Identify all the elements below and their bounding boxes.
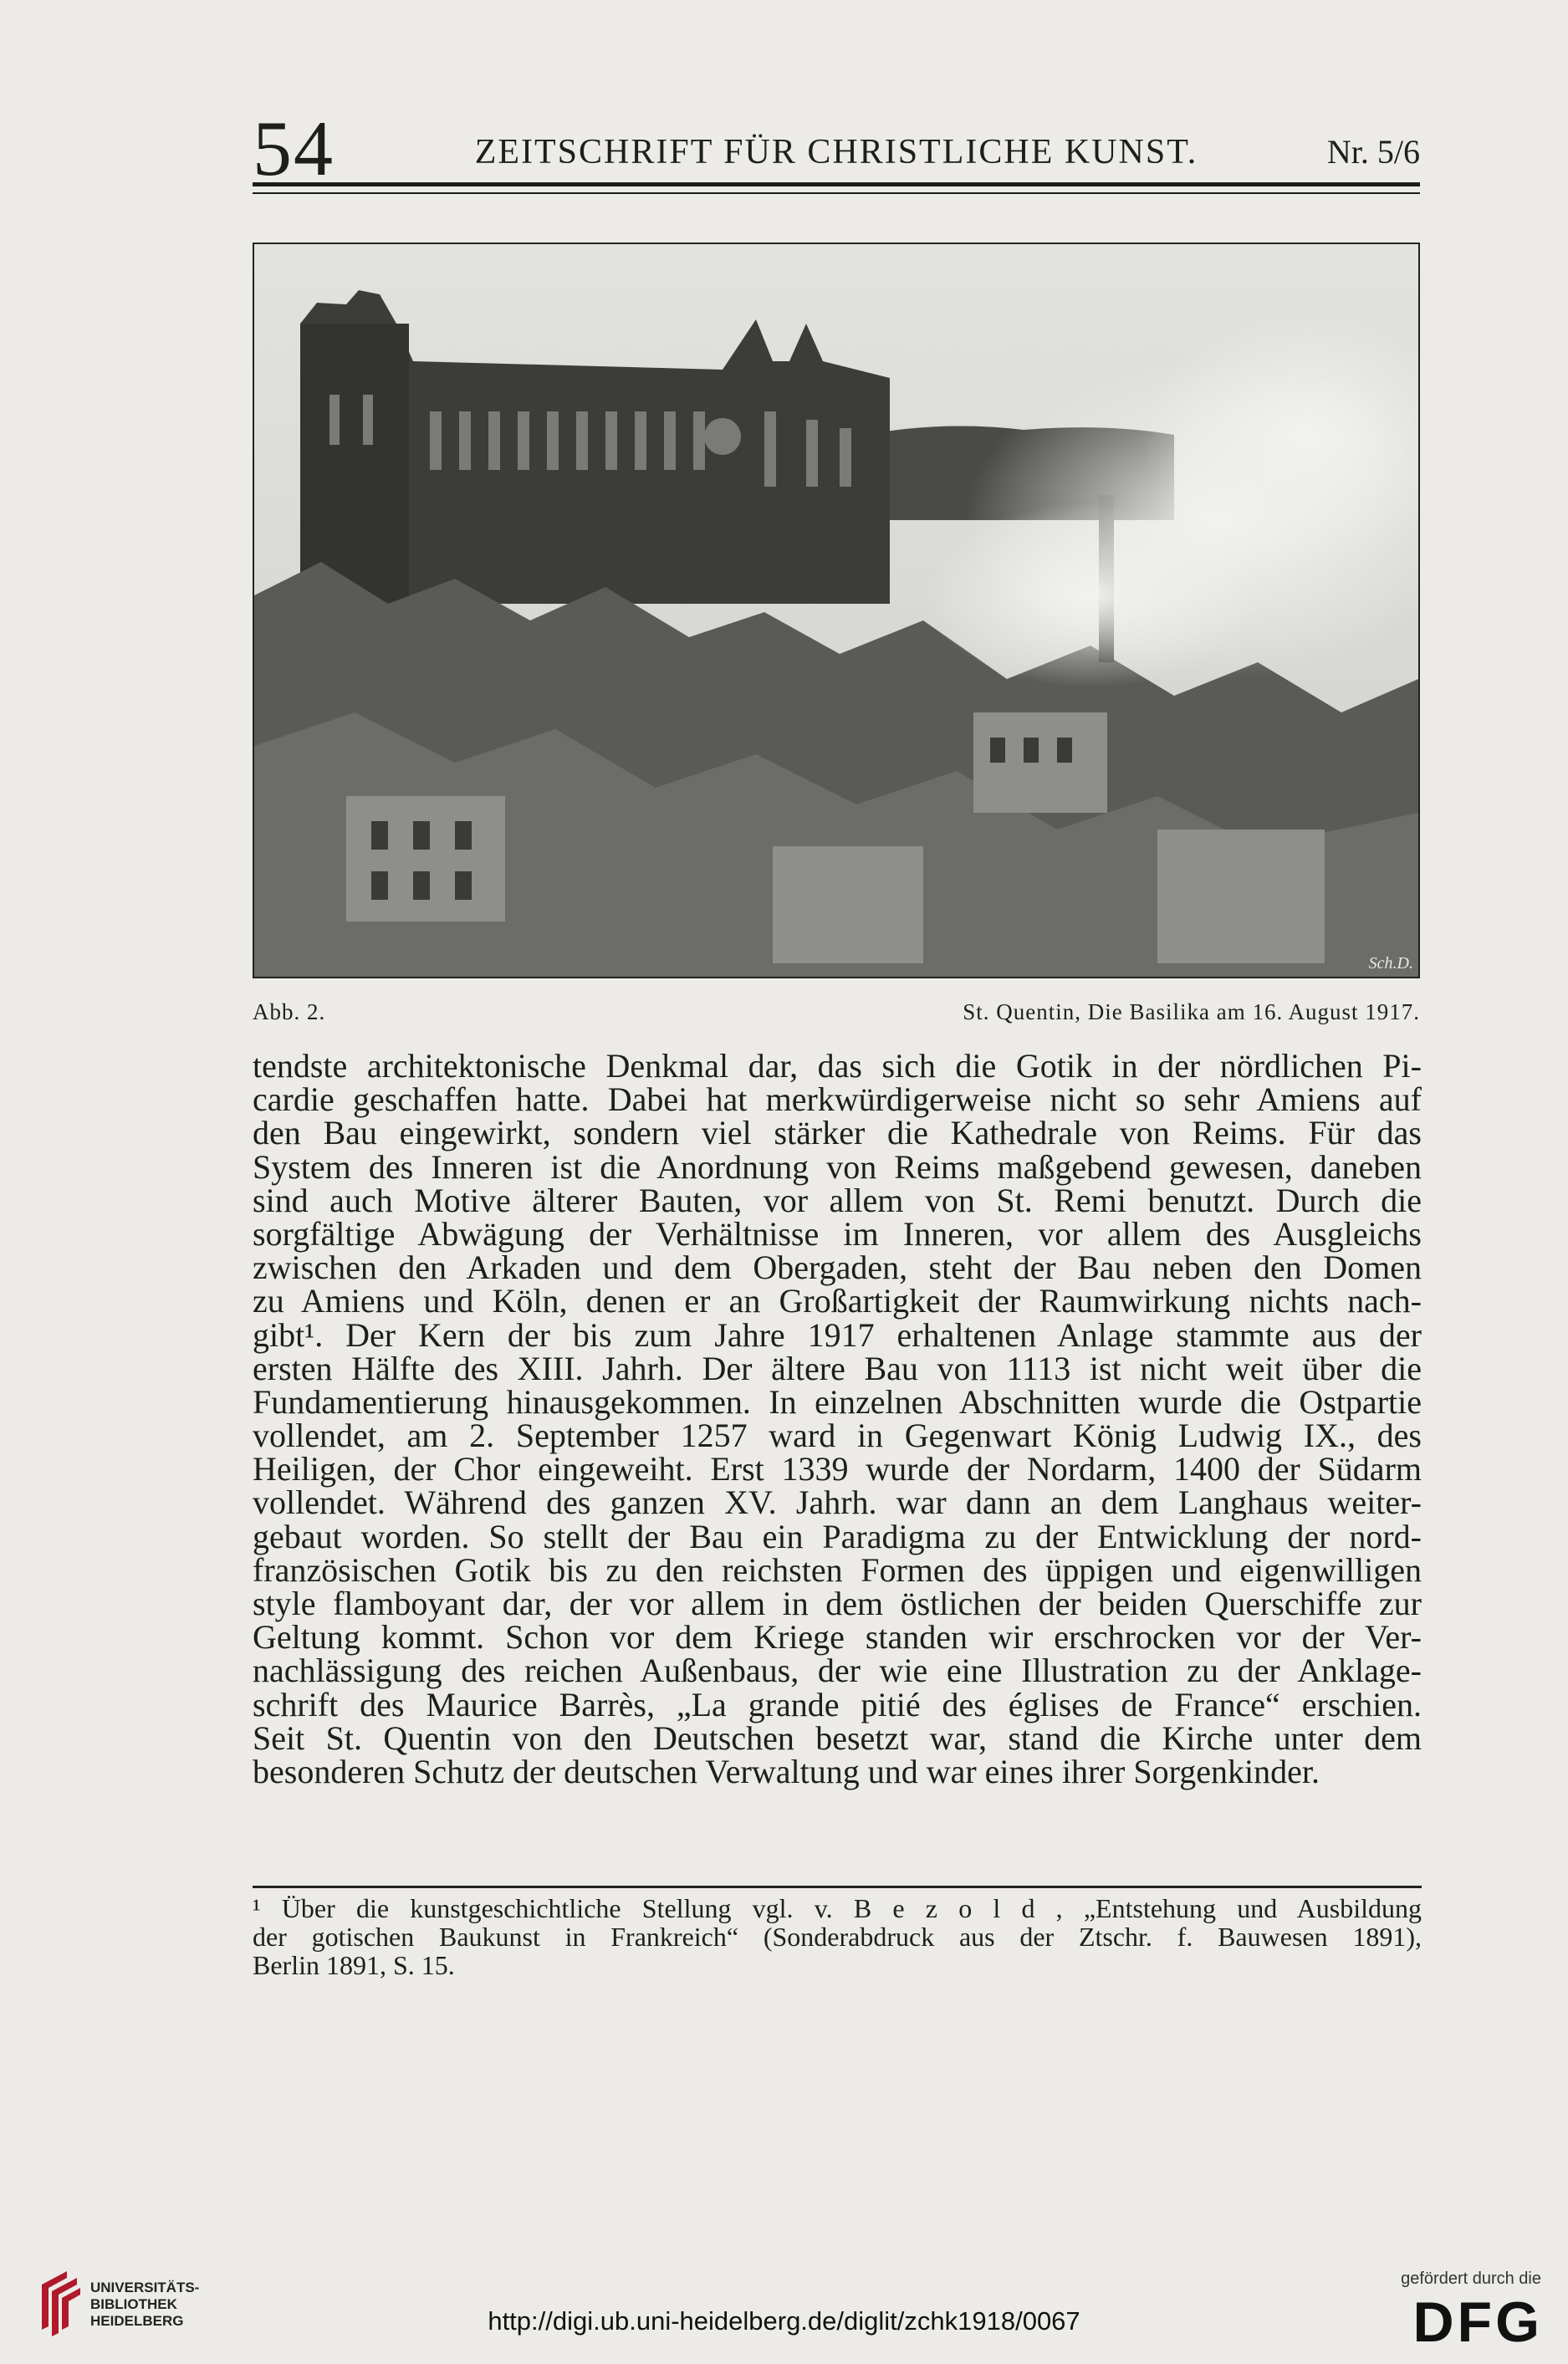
running-header xyxy=(253,107,1420,191)
footnote xyxy=(253,1894,1422,1979)
photo-illustration xyxy=(254,244,1418,977)
journal-title: ZEITSCHRIFT FÜR CHRISTLICHE KUNST. xyxy=(474,133,1198,171)
body-line: ersten Hälfte des XIII. Jahrh. Der ältere Bau von 1113 ist nicht weit über die xyxy=(253,1349,1422,1387)
figure-caption: St. Quentin, Die Basilika am 16. August 1917. xyxy=(963,999,1420,1024)
footnote-line: der gotischen Baukunst in Frankreich“ (Sonderabdruck aus der Ztschr. f. Bauwesen 1891), xyxy=(253,1922,1422,1952)
library-name-line: UNIVERSITÄTS- xyxy=(90,2280,200,2295)
footnote-rule xyxy=(253,1886,1422,1888)
photo-signature: Sch.D. xyxy=(1368,954,1413,973)
body-line: Fundamentierung hinausgekommen. In einzelnen Abschnitten wurde die Ostpartie xyxy=(253,1382,1422,1421)
body-line: gibt¹. Der Kern der bis zum Jahre 1917 erhaltenen Anlage stammte aus der xyxy=(253,1315,1422,1354)
funding-note: gefördert durch die xyxy=(1401,2270,1541,2288)
body-line: Seit St. Quentin von den Deutschen besetzt war, stand die Kirche unter dem xyxy=(253,1718,1422,1757)
body-line: sind auch Motive älterer Bauten, vor allem von St. Remi benutzt. Durch die xyxy=(253,1181,1422,1219)
source-url-link[interactable]: http://digi.ub.uni-heidelberg.de/diglit/zchk1918/0067 xyxy=(488,2306,1080,2336)
body-line: besonderen Schutz der deutschen Verwaltung und war eines ihrer Sorgenkinder. xyxy=(253,1752,1320,1790)
body-line: cardie geschaffen hatte. Dabei hat merkwürdigerweise nicht so sehr Amiens auf xyxy=(253,1080,1422,1119)
body-line: zwischen den Arkaden und dem Obergaden, steht der Bau neben den Domen xyxy=(253,1248,1422,1287)
issue-number: Nr. 5/6 xyxy=(1326,133,1420,171)
body-line: gebaut worden. So stellt der Bau ein Paradigma zu der Entwicklung der nord- xyxy=(253,1517,1422,1555)
body-line: vollendet, am 2. September 1257 ward in Gegenwart König Ludwig IX., des xyxy=(253,1417,1422,1455)
footnote-line: ¹ Über die kunstgeschichtliche Stellung vgl. v. B e z o l d , „Entstehung und Ausbildung xyxy=(253,1893,1422,1923)
body-line: sorgfältige Abwägung der Verhältnisse im Inneren, vor allem des Ausgleichs xyxy=(253,1214,1422,1253)
body-line: zu Amiens und Köln, denen er an Großartigkeit der Raumwirkung nichts nach- xyxy=(253,1282,1422,1320)
body-line: System des Inneren ist die Anordnung von Reims maßgebend gewesen, daneben xyxy=(253,1147,1422,1186)
page-number: 54 xyxy=(253,105,335,192)
body-line: tendste architektonische Denkmal dar, das sich die Gotik in der nördlichen Pi- xyxy=(253,1047,1422,1085)
dfg-logo: DFG xyxy=(1412,2290,1543,2354)
digitization-footer xyxy=(0,2258,1568,2364)
body-line: französischen Gotik bis zu den reichsten Formen des üppigen und eigenwilligen xyxy=(253,1550,1422,1589)
header-rule-thin xyxy=(253,192,1420,194)
footnote-line: Berlin 1891, S. 15. xyxy=(253,1950,455,1980)
figure-label: Abb. 2. xyxy=(253,999,326,1024)
body-line: schrift des Maurice Barrès, „La grande pitié des églises de France“ erschien. xyxy=(253,1685,1422,1723)
body-line: Geltung kommt. Schon vor dem Kriege standen wir erschrocken vor der Ver- xyxy=(253,1618,1422,1657)
cathedral-photograph xyxy=(253,243,1420,978)
body-line: Heiligen, der Chor eingeweiht. Erst 1339 wurde der Nordarm, 1400 der Südarm xyxy=(253,1450,1422,1488)
body-line: style flamboyant dar, der vor allem in dem östlichen der beiden Querschiffe zur xyxy=(253,1585,1422,1622)
library-name-line: HEIDELBERG xyxy=(90,2313,184,2329)
body-line: vollendet. Während des ganzen XV. Jahrh. war dann an dem Langhaus weiter- xyxy=(253,1483,1422,1522)
header-rule-thick xyxy=(253,182,1420,186)
body-line: den Bau eingewirkt, sondern viel stärker die Kathedrale von Reims. Für das xyxy=(253,1114,1422,1152)
body-line: nachlässigung des reichen Außenbaus, der wie eine Illustration zu der Anklage- xyxy=(253,1652,1422,1690)
library-name-line: BIBLIOTHEK xyxy=(90,2296,177,2312)
body-text xyxy=(253,1049,1422,1789)
